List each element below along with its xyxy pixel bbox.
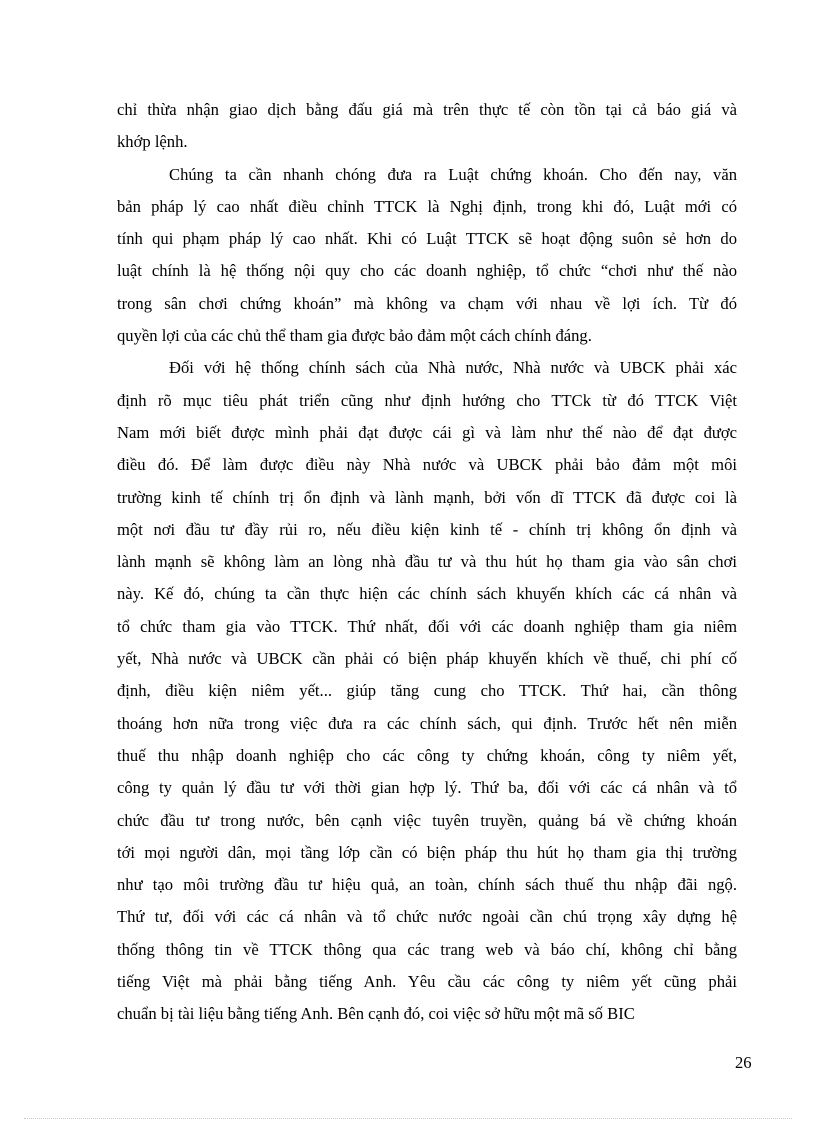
text-line: lành mạnh sẽ không làm an lòng nhà đầu tư và thu hút họ tham gia vào sân chơi	[117, 552, 737, 572]
text-line: chuẩn bị tài liệu bằng tiếng Anh. Bên cạnh đó, coi việc sở hữu một mã số BIC	[117, 1004, 635, 1024]
text-line: định rõ mục tiêu phát triển cũng như định hướng cho TTCk từ đó TTCK Việt	[117, 390, 737, 410]
text-line: chức đầu tư trong nước, bên cạnh việc tuyên truyền, quảng bá về chứng khoán	[117, 810, 737, 830]
paragraph-2	[117, 159, 737, 353]
paragraph-3	[117, 352, 737, 1030]
text-line: Thứ tư, đối với các cá nhân và tổ chức nước ngoài cần chú trọng xây dựng hệ	[117, 907, 737, 927]
text-line: công ty quản lý đầu tư với thời gian hợp lý. Thứ ba, đối với các cá nhân và tổ	[117, 778, 737, 798]
text-line: thống thông tin về TTCK thông qua các trang web và báo chí, không chỉ bằng	[117, 939, 737, 959]
page-number: 26	[735, 1053, 752, 1072]
text-line: trường kinh tế chính trị ổn định và lành mạnh, bởi vốn dĩ TTCK đã được coi là	[117, 487, 737, 507]
text-line: trong sân chơi chứng khoán” mà không va chạm với nhau về lợi ích. Từ đó	[117, 293, 737, 313]
text-line: định, điều kiện niêm yết... giúp tăng cung cho TTCK. Thứ hai, cần thông	[117, 681, 737, 701]
text-line: này. Kế đó, chúng ta cần thực hiện các chính sách khuyến khích các cá nhân và	[117, 584, 737, 604]
text-line: như tạo môi trường đầu tư hiệu quả, an toàn, chính sách thuế thu nhập đãi ngộ.	[117, 875, 737, 895]
text-line: tính qui phạm pháp lý cao nhất. Khi có Luật TTCK sẽ hoạt động suôn sẻ hơn do	[117, 229, 737, 249]
text-line: tiếng Việt mà phải bằng tiếng Anh. Yêu cầu các công ty niêm yết cũng phải	[117, 972, 737, 992]
text-line: bản pháp lý cao nhất điều chỉnh TTCK là Nghị định, trong khi đó, Luật mới có	[117, 196, 737, 216]
text-line: yết, Nhà nước và UBCK cần phải có biện pháp khuyến khích về thuế, chi phí cố	[117, 649, 737, 669]
text-line: điều đó. Để làm được điều này Nhà nước và UBCK phải bảo đảm một môi	[117, 455, 737, 475]
text-line: thoáng hơn nữa trong việc đưa ra các chính sách, qui định. Trước hết nên miễn	[117, 713, 737, 733]
text-line: một nơi đầu tư đầy rủi ro, nếu điều kiện kinh tế - chính trị không ổn định và	[117, 519, 737, 539]
text-line: Đối với hệ thống chính sách của Nhà nước, Nhà nước và UBCK phải xác	[169, 358, 737, 378]
text-line: tới mọi người dân, mọi tầng lớp cần có biện pháp thu hút họ tham gia thị trường	[117, 842, 737, 862]
page-body	[117, 94, 737, 1031]
text-line: tổ chức tham gia vào TTCK. Thứ nhất, đối với các doanh nghiệp tham gia niêm	[117, 616, 737, 636]
page-bottom-divider	[24, 1118, 792, 1119]
text-line: Nam mới biết được mình phải đạt được cái gì và làm như thế nào để đạt được	[117, 422, 737, 442]
text-line: Chúng ta cần nhanh chóng đưa ra Luật chứng khoán. Cho đến nay, văn	[169, 164, 737, 184]
text-line: chỉ thừa nhận giao dịch bằng đấu giá mà trên thực tế còn tồn tại cả báo giá và	[117, 100, 737, 119]
text-line: thuế thu nhập doanh nghiệp cho các công ty chứng khoán, công ty niêm yết,	[117, 745, 737, 765]
text-line: khớp lệnh.	[117, 132, 188, 152]
text-line: quyền lợi của các chủ thể tham gia được bảo đảm một cách chính đáng.	[117, 326, 592, 346]
paragraph-1	[117, 94, 737, 159]
text-line: luật chính là hệ thống nội quy cho các doanh nghiệp, tổ chức “chơi như thế nào	[117, 261, 737, 281]
